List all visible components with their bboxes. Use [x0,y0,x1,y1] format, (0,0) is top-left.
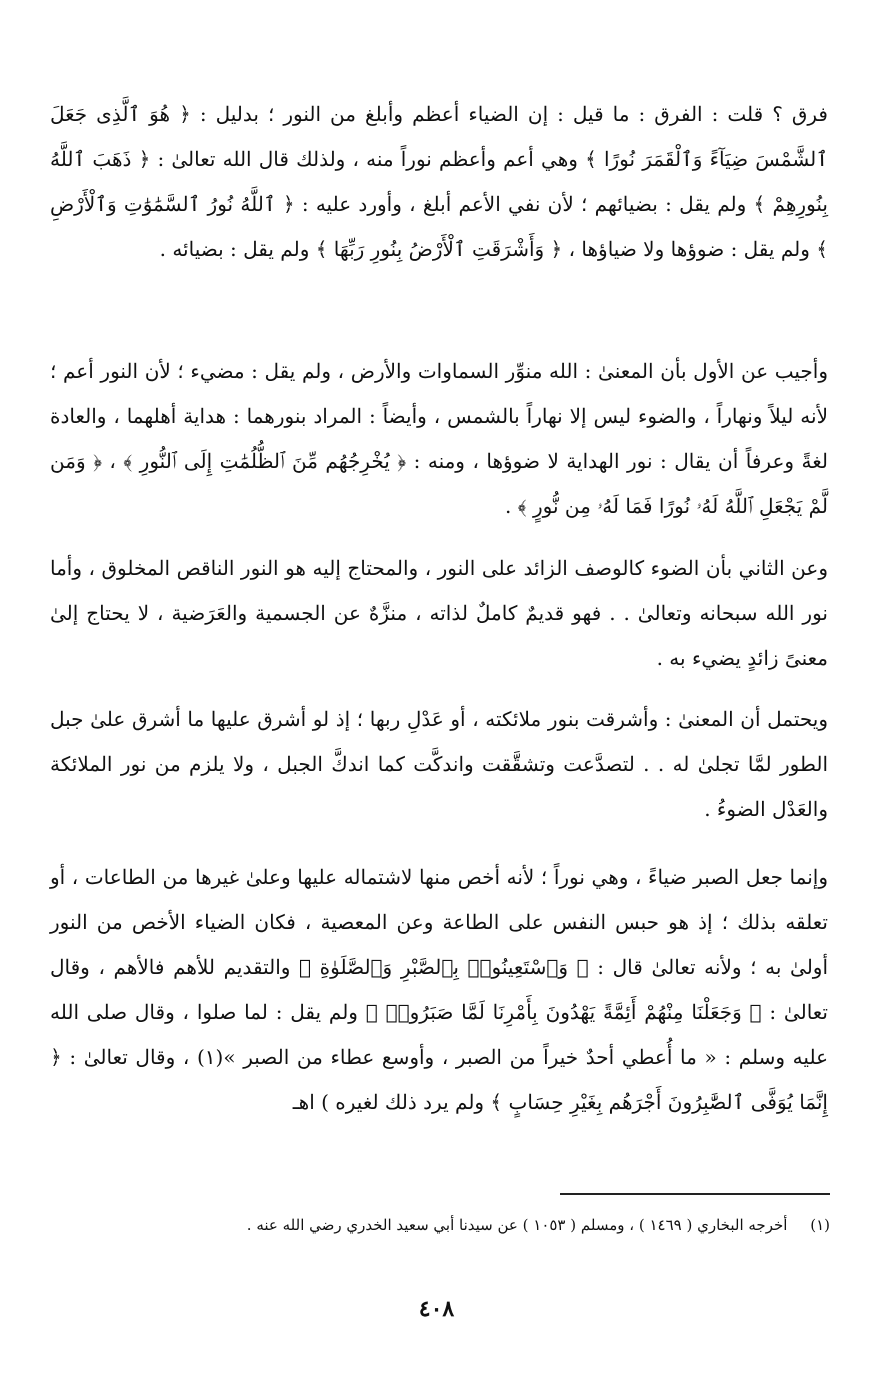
paragraph-answer-first: وأجيب عن الأول بأن المعنىٰ : الله منوِّر السماوات والأرض ، ولم يقل : مضيء ؛ لأن النور أعم ؛ لأنه ليلاً ونهاراً ، والضوء ليس إلا نهاراً بالشمس ، وأيضاً : المراد بنورهما : هداية أهلهما ، والعادة لغةً وعرفاً أن يقال : نور الهداية لا ضوؤها ، ومنه : ﴿ يُخْرِجُهُم مِّنَ ٱلظُّلُمَٰتِ إِلَى ٱلنُّورِ ﴾ ، ﴿ وَمَن لَّمْ يَجْعَلِ ٱللَّهُ لَهُۥ نُورًا فَمَا لَهُۥ مِن نُّورٍ ﴾ . [50,359,829,518]
paragraph-light-difference: فرق ؟ قلت : الفرق : ما قيل : إن الضياء أعظم وأبلغ من النور ؛ بدليل : ﴿ هُوَ ٱلَّذِى جَعَلَ ٱلشَّمْسَ ضِيَآءً وَٱلْقَمَرَ نُورًا ﴾ وهي أعم وأعظم نوراً منه ، ولذلك قال الله تعالىٰ : ﴿ ذَهَبَ ٱللَّهُ بِنُورِهِمْ ﴾ ولم يقل : بضيائهم ؛ لأن نفي الأعم أبلغ ، وأورد عليه : ﴿ ٱللَّهُ نُورُ ٱلسَّمَٰوَٰتِ وَٱلْأَرْضِ ﴾ ولم يقل : ضوؤها ولا ضياؤها ، ﴿ وَأَشْرَقَتِ ٱلْأَرْضُ بِنُورِ رَبِّهَا ﴾ ولم يقل : بضيائه . [50,102,828,261]
footnote [120,1211,830,1239]
paragraph-alternative-meaning: ويحتمل أن المعنىٰ : وأشرقت بنور ملائكته ، أو عَدْلِ ربها ؛ إذ لو أشرق عليها ما أشرق علىٰ جبل الطور لمَّا تجلىٰ له . . لتصدَّعت وتشقَّقت واندكَّت كما اندكَّ الجبل ، ولا يلزم من نور الملائكة والعَدْل الضوءُ . [50,707,828,821]
footnote-divider [560,1193,830,1195]
paragraph-patience-light: وإنما جعل الصبر ضياءً ، وهي نوراً ؛ لأنه أخص منها لاشتماله عليها وعلىٰ غيرها من الطاعات ، أو تعلقه بذلك ؛ إذ هو حبس النفس على الطاعة وعن المعصية ، فكان الضياء الأخص من النور أولىٰ به ؛ ولأنه تعالىٰ قال : ﴿ وَٱسْتَعِينُوا۟ بِٱلصَّبْرِ وَٱلصَّلَوٰةِ ﴾ والتقديم للأهم فالأهم ، وقال تعالىٰ : ﴿ وَجَعَلْنَا مِنْهُمْ أَئِمَّةً يَهْدُونَ بِأَمْرِنَا لَمَّا صَبَرُوا۟ ﴾ ولم يقل : لما صلوا ، وقال صلى الله عليه وسلم : « ما أُعطي أحدٌ خيراً من الصبر ، وأوسع عطاء من الصبر »(١) ، وقال تعالىٰ : ﴿ إِنَّمَا يُوَفَّى ٱلصَّٰبِرُونَ أَجْرَهُم بِغَيْرِ حِسَابٍ ﴾ ولم يرد ذلك لغيره ) اهـ [50,865,828,1114]
footnote-text: أخرجه البخاري ( ١٤٦٩ ) ، ومسلم ( ١٠٥٣ ) عن سيدنا أبي سعيد الخدري رضي الله عنه . [246,1216,788,1234]
paragraph-answer-second: وعن الثاني بأن الضوء كالوصف الزائد على النور ، والمحتاج إليه هو النور الناقص المخلوق ، وأما نور الله سبحانه وتعالىٰ . . فهو قديمٌ كاملٌ لذاته ، منزَّهٌ عن الجسمية والعَرَضية ، لا يحتاج إلىٰ معنىً زائدٍ يضيء به . [50,556,828,670]
page-number: ٤٠٨ [418,1296,455,1322]
footnote-marker: (١) [810,1216,830,1234]
